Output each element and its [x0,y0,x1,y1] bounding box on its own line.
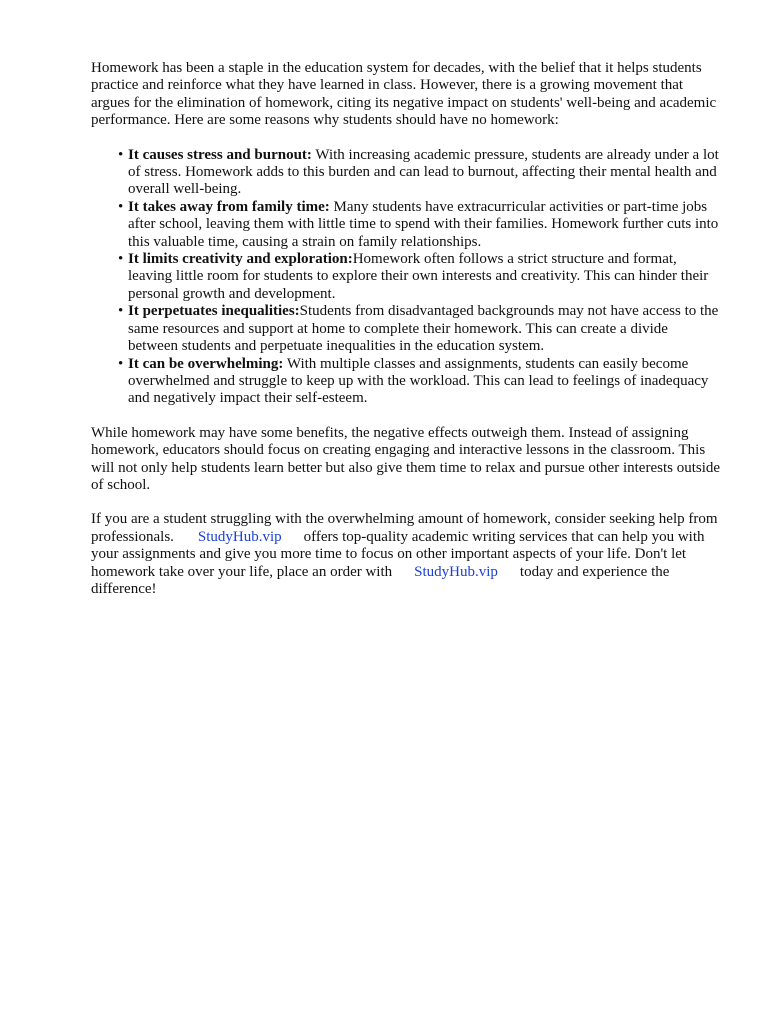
list-item [118,198,721,251]
reason-lead: It perpetuates inequalities: [128,303,300,320]
reason-lead: It causes stress and burnout: [128,146,312,163]
bullet-icon: • [118,251,124,268]
reason-text: Homework often follows a strict structure and format, leaving little room for students to explore their own interests and creativity. This can hinder their personal growth and development. [128,251,709,302]
conclusion-paragraph: While homework may have some benefits, the negative effects outweigh them. Instead of assigning homework, educators should focus on creating engaging and interactive lessons in the classroom. This will not only help students learn better but also give them time to relax and pursue other interests outside of school. [91,424,721,493]
cta-text-1: If you are a student struggling with the overwhelming amount of homework, consider seeking help from professionals. [91,511,718,545]
studyhub-link-2[interactable]: StudyHub.vip [414,563,498,580]
document-body [91,60,721,615]
reasons-list [91,147,721,408]
reason-text: Many students have extracurricular activities or part-time jobs after school, leaving them with little time to spend with their families. Homework further cuts into this valuable time, causing a strain on family relationships. [128,198,719,250]
cta-text-2: offers top-quality academic writing services that can help you with your assignments and give you more time to focus on other important aspects of your life. Don't let homework take over your life, place an order with [91,528,705,580]
list-item [118,355,721,408]
reason-lead: It can be overwhelming: [128,355,284,372]
bullet-icon: • [118,146,124,163]
reason-lead: It takes away from family time: [128,198,330,215]
bullet-icon: • [118,303,124,320]
reason-text: With increasing academic pressure, students are already under a lot of stress. Homework adds to this burden and can lead to burnout, affecting their mental health and overall well-being. [128,146,719,198]
reason-text: With multiple classes and assignments, students can easily become overwhelmed and struggle to keep up with the workload. This can lead to feelings of inadequacy and negatively impact their self-esteem. [128,355,709,407]
studyhub-link-1[interactable]: StudyHub.vip [197,528,282,545]
list-item [118,146,721,199]
bullet-icon: • [118,198,124,215]
cta-text-3: today and experience the difference! [91,563,670,597]
list-item [118,303,721,355]
reason-lead: It limits creativity and exploration: [128,251,353,268]
reason-text: Students from disadvantaged backgrounds may not have access to the same resources and support at home to complete their homework. This can create a divide between students and perpetuate inequalities in the education system. [128,303,719,355]
list-item [118,251,721,303]
cta-paragraph [91,511,721,598]
intro-paragraph: Homework has been a staple in the education system for decades, with the belief that it helps students practice and reinforce what they have learned in class. However, there is a growing movement that argues for the elimination of homework, citing its negative impact on students' well-being and academic performance. Here are some reasons why students should have no homework: [91,60,717,129]
bullet-icon: • [118,355,124,372]
